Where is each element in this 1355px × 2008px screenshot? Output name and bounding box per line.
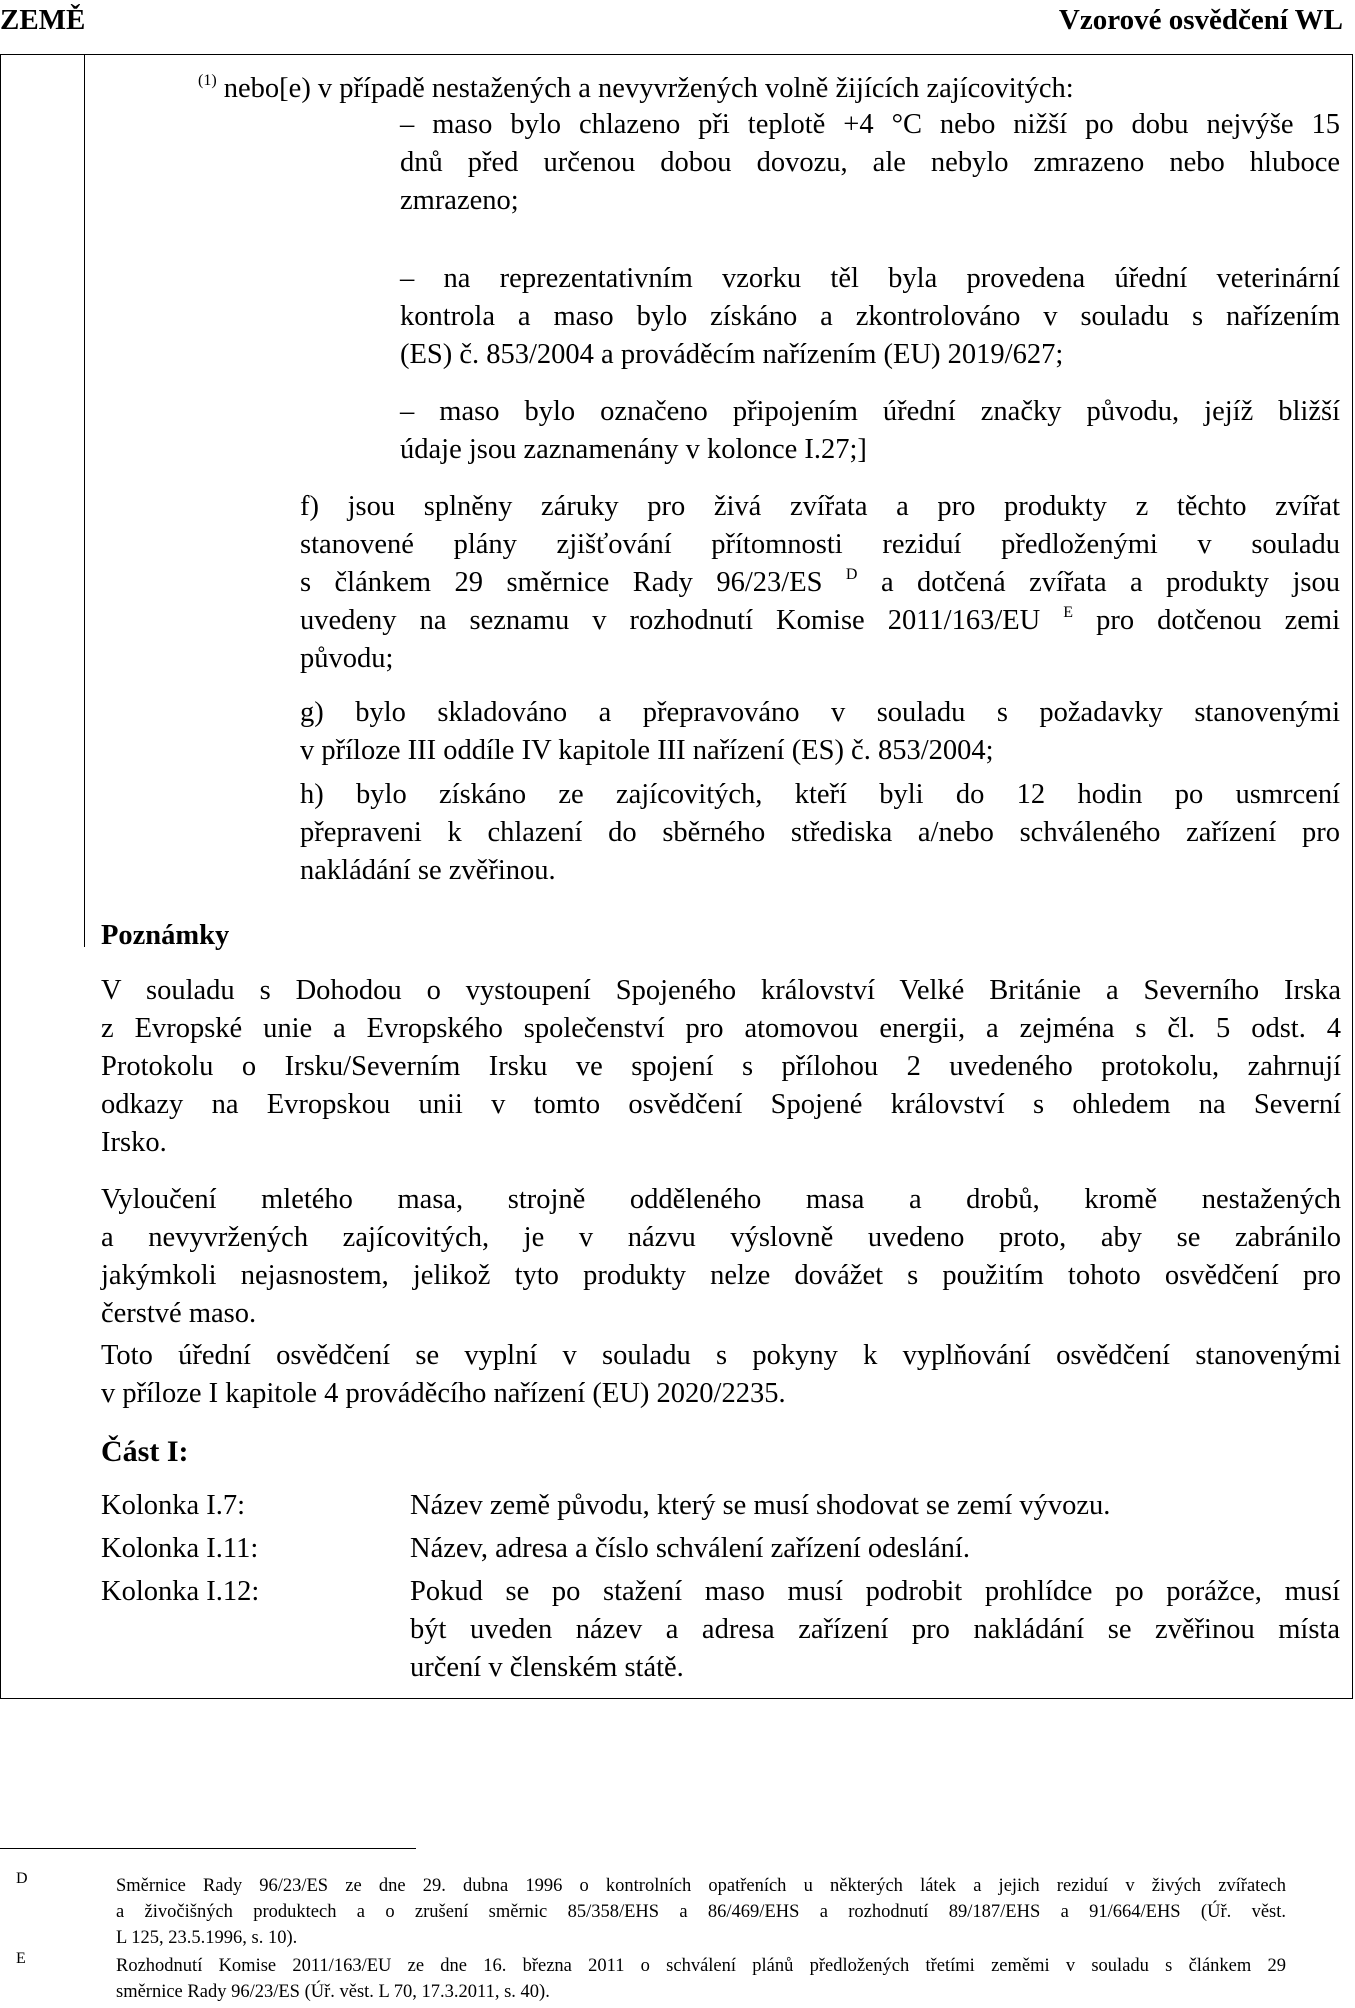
header-certificate-title: Vzorové osvědčení WL	[1058, 4, 1343, 36]
box-description: Pokud se po stažení maso musí podrobit prohlídce po porážce, musí být uveden název a adresa zařízení pro nakládání se zvěřinou místa určení v členském státě.	[410, 1576, 1340, 1683]
box-label: Kolonka I.11:	[101, 1533, 259, 1564]
box-label: Kolonka I.12:	[101, 1576, 260, 1607]
notes-paragraph-3: Toto úřední osvědčení se vyplní v souladu s pokyny k vyplňování osvědčení stanovenými v příloze I kapitole 4 prováděcího nařízení (EU) 2020/2235.	[101, 1340, 1341, 1409]
notes-heading: Poznámky	[101, 920, 230, 951]
notes-paragraph-1: V souladu s Dohodou o vystoupení Spojeného království Velké Británie a Severního Irska z Evropské unie a Evropského společenství pro atomovou energii, a zejména s čl. 5 odst. 4 Protokolu o Irsku/Severním Irsku ve spojení s přílohou 2 uvedeného protokolu, zahrnují odkazy na Evropskou unii v tomto osvědčení Spojené království s ohledem na Severní Irsko.	[101, 975, 1341, 1158]
frame-column-divider	[84, 54, 85, 947]
notes-paragraph-2: Vyloučení mletého masa, strojně odděleného masa a drobů, kromě nestažených a nevyvržených zajícovitých, je v názvu výslovně uvedeno proto, aby se zabránilo jakýmkoli nejasnostem, jelikož tyto produkty nelze dovážet s použitím tohoto osvědčení pro čerstvé maso.	[101, 1184, 1341, 1329]
box-description: Název, adresa a číslo schválení zařízení odeslání.	[410, 1533, 970, 1564]
footnote-ref-d: D	[845, 566, 858, 583]
clause-f-line3: s článkem 29 směrnice Rady 96/23/ES $^D$ a dotčená zvířata a produkty jsou	[300, 566, 1341, 598]
clause-g: g) bylo skladováno a přepravováno v souladu s požadavky stanovenými v příloze III oddíle IV kapitole III nařízení (ES) č. 853/2004;	[300, 697, 1340, 766]
intro-line: $^{(1)}$ nebo[e) v případě nestažených a nevyvržených volně žijících zajícovitých:	[198, 72, 1074, 104]
box-label: Kolonka I.7:	[101, 1490, 246, 1521]
header-country: ZEMĚ	[0, 4, 86, 36]
clause-f: f) jsou splněny záruky pro živá zvířata a pro produkty z těchto zvířat stanovené plány zjišťování přítomnosti reziduí předloženými v souladu s článkem 29 směrnice Rady 96/23/ES $^D$ a dotčená zvířata a produkty jsou uvedeny na seznamu v rozhodnutí Komise 2011/163/EU $^E$ pro dotčenou zemi původu;	[300, 491, 1341, 674]
footnote-e: Rozhodnutí Komise 2011/163/EU ze dne 16. března 2011 o schválení plánů předložených třetími zeměmi v souladu s článkem 29 směrnice Rady 96/23/ES (Úř. věst. L 70, 17.3.2011, s. 40).	[116, 1956, 1286, 2002]
footnote-d: Směrnice Rady 96/23/ES ze dne 29. dubna 1996 o kontrolních opatřeních u některých látek a jejich reziduí v živých zvířatech a živočišných produktech a o zrušení směrnic 85/358/EHS a 86/469/EHS a rozhodnutí 89/187/EHS a 91/664/EHS (Úř. věst. L 125, 23.5.1996, s. 10).	[116, 1876, 1286, 1948]
clause-f-line4: uvedeny na seznamu v rozhodnutí Komise 2011/163/EU $^E$ pro dotčenou zemi	[300, 604, 1340, 636]
footnote-mark-d: D	[16, 1870, 28, 1887]
bullet-chilled: – maso bylo chlazeno při teplotě +4 °C nebo nižší po dobu nejvýše 15 dnů před určenou dobou dovozu, ale nebylo zmrazeno nebo hluboce zmrazeno;	[400, 109, 1340, 216]
clause-h: h) bylo získáno ze zajícovitých, kteří byli do 12 hodin po usmrcení přepraveni k chlazení do sběrného střediska a/nebo schváleného zařízení pro nakládání se zvěřinou.	[300, 779, 1340, 886]
part-heading: Část I:	[101, 1435, 189, 1468]
footnote-ref-e: E	[1063, 604, 1074, 621]
footnote-mark-e: E	[16, 1950, 26, 1967]
bullet-marking: – maso bylo označeno připojením úřední značky původu, jejíž bližší údaje jsou zaznamenány v kolonce I.27;]	[400, 396, 1340, 465]
footnote-separator	[0, 1848, 416, 1849]
footnote-ref-1: (1)	[198, 72, 217, 89]
box-description: Název země původu, který se musí shodovat se zemí vývozu.	[410, 1490, 1111, 1521]
bullet-inspection: – na reprezentativním vzorku těl byla provedena úřední veterinární kontrola a maso bylo získáno a zkontrolováno v souladu s nařízením (ES) č. 853/2004 a prováděcím nařízením (EU) 2019/627;	[400, 263, 1340, 370]
